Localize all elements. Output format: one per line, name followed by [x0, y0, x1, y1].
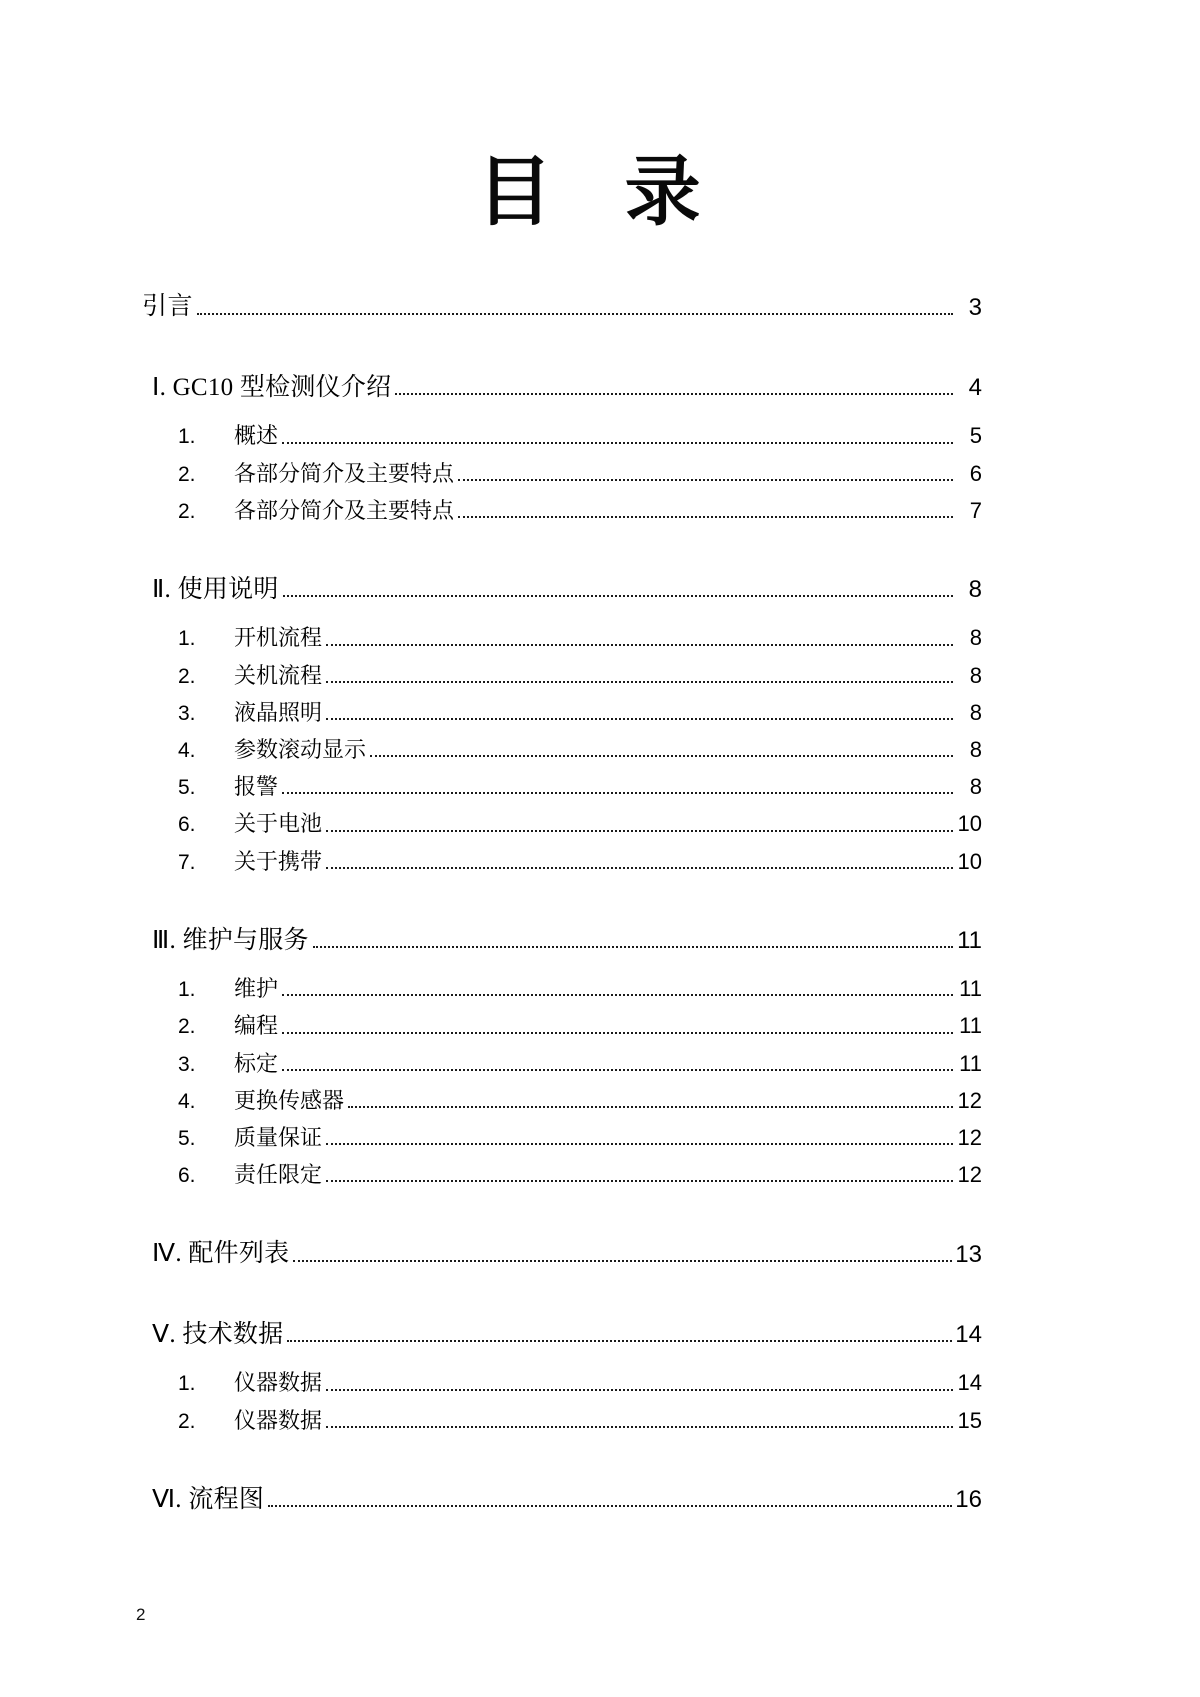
toc-spacer: [142, 1446, 982, 1486]
toc-entry-label: [178, 462, 454, 486]
toc-spacer: [142, 887, 982, 927]
toc-page-number: 11: [957, 926, 982, 954]
toc-entry-text: 仪器数据: [234, 1370, 323, 1396]
toc-page-number: 3: [968, 293, 982, 321]
toc-entry-number: 7.: [178, 850, 196, 874]
toc-entry-label: [178, 664, 322, 688]
toc-page-number: 12: [957, 1087, 982, 1113]
toc-leader-dots: [287, 1340, 952, 1342]
toc-entry-label: [152, 1240, 289, 1268]
toc-entry-number: Ⅱ.: [152, 575, 172, 603]
toc-entry-text: 关于电池: [234, 811, 323, 837]
toc-entry[interactable]: [142, 1089, 982, 1113]
toc-entry-label: [178, 775, 278, 799]
toc-entry-number: 4.: [178, 1089, 196, 1113]
toc-entry-text: 开机流程: [234, 625, 323, 651]
toc-entry-number: Ⅲ.: [152, 926, 176, 954]
toc-entry-text: 质量保证: [234, 1125, 323, 1151]
toc-entry-number: 2.: [178, 664, 196, 688]
toc-entry-text: 使用说明: [177, 575, 279, 603]
toc-page-number: 8: [969, 662, 982, 688]
toc-row-spacer: [142, 321, 982, 334]
toc-leader-dots: [282, 442, 953, 444]
toc-entry-number: 3.: [178, 701, 196, 725]
toc-entry-text: 关于携带: [234, 848, 323, 874]
page-title: 目 录: [476, 147, 724, 236]
toc-entry[interactable]: [142, 374, 982, 402]
toc-entry-number: 4.: [178, 739, 196, 763]
toc-entry-label: [152, 576, 279, 604]
toc-entry-text: 更换传感器: [234, 1087, 345, 1113]
toc-row-spacer: [142, 1433, 982, 1446]
toc-page-number: 14: [955, 1321, 982, 1348]
toc-spacer: [142, 536, 982, 576]
toc-entry-label: [152, 927, 309, 955]
toc-page-number: 8: [968, 576, 982, 604]
toc-entry-number: 1.: [178, 425, 196, 449]
toc-leader-dots: [326, 830, 953, 832]
toc-entry-label: [178, 738, 366, 762]
toc-entry-text: 仪器数据: [234, 1407, 323, 1433]
toc-entry-label: [178, 1163, 322, 1187]
toc-leader-dots: [326, 1180, 953, 1182]
toc-entry-text: 报警: [234, 774, 279, 800]
toc-row-spacer: [142, 1268, 982, 1281]
toc-entry-number: 5.: [178, 1127, 196, 1151]
toc-entry[interactable]: [142, 664, 982, 688]
toc-page-number: 13: [955, 1240, 982, 1268]
toc-page-number: 12: [957, 1162, 982, 1188]
toc-entry[interactable]: [142, 499, 982, 523]
toc-entry[interactable]: [142, 927, 982, 955]
toc-leader-dots: [458, 516, 953, 518]
toc-entry-number: 2.: [178, 499, 196, 523]
toc-leader-dots: [293, 1260, 952, 1262]
toc-page-number: 11: [959, 1013, 982, 1039]
toc-leader-dots: [370, 755, 953, 757]
toc-entry[interactable]: [142, 1371, 982, 1395]
toc-entry-number: 2.: [178, 1015, 196, 1039]
toc-entry-label: [152, 1321, 283, 1349]
toc-entry[interactable]: [142, 977, 982, 1001]
toc-entry-number: 6.: [178, 813, 196, 837]
toc-entry-text: 维护与服务: [182, 926, 309, 954]
toc-page-number: 15: [957, 1407, 982, 1433]
toc-row-spacer: [142, 523, 982, 536]
toc-entry-number: Ⅴ.: [152, 1320, 176, 1348]
toc-entry-text: 引言: [142, 293, 194, 321]
toc-page-number: 11: [959, 976, 982, 1002]
toc-entry[interactable]: [142, 738, 982, 762]
toc-page-number: 8: [969, 699, 982, 725]
toc-entry[interactable]: [142, 1126, 982, 1150]
toc-entry[interactable]: [142, 424, 982, 448]
toc-page-number: 14: [957, 1370, 982, 1396]
toc-entry-number: 6.: [178, 1164, 196, 1188]
toc-entry-text: 配件列表: [188, 1240, 290, 1268]
toc-entry[interactable]: [142, 1321, 982, 1349]
toc-row-spacer: [142, 401, 982, 414]
toc-page-number: 7: [969, 497, 982, 523]
toc-leader-dots: [326, 644, 953, 646]
toc-entry[interactable]: [142, 812, 982, 836]
toc-entry[interactable]: [142, 1163, 982, 1187]
toc-spacer: [142, 334, 982, 374]
toc-entry[interactable]: [142, 1240, 982, 1268]
toc-entry-label: [178, 626, 322, 650]
toc-entry-label: [178, 1409, 322, 1433]
toc-entry-number: 2.: [178, 1409, 196, 1433]
toc-entry-text: GC10 型检测仪介绍: [172, 373, 392, 401]
toc-entry-text: 各部分简介及主要特点: [234, 497, 455, 523]
toc-leader-dots: [326, 1389, 953, 1391]
toc-entry-label: [178, 1371, 322, 1395]
toc-entry-number: 3.: [178, 1052, 196, 1076]
toc-row-spacer: [142, 1348, 982, 1361]
toc-entry-number: 2.: [178, 462, 196, 486]
toc-entry-text: 参数滚动显示: [234, 737, 367, 763]
toc-entry-label: [152, 374, 391, 402]
toc-entry-text: 关机流程: [234, 662, 323, 688]
toc-page-number: 10: [957, 848, 982, 874]
toc-leader-dots: [282, 1032, 953, 1034]
toc-entry[interactable]: [142, 1052, 982, 1076]
toc-entry-number: 1.: [178, 627, 196, 651]
toc-leader-dots: [313, 946, 953, 948]
toc-page-number: 8: [969, 737, 982, 763]
toc-entry[interactable]: [142, 293, 982, 321]
toc-entry-label: [178, 1014, 278, 1038]
toc-row-spacer: [142, 1187, 982, 1200]
toc-row-spacer: [142, 954, 982, 967]
toc-entry-text: 液晶照明: [234, 699, 323, 725]
toc-entry-text: 流程图: [188, 1485, 265, 1513]
toc-entry-number: Ⅵ.: [152, 1485, 182, 1513]
toc-list: [142, 293, 982, 1526]
toc-entry[interactable]: [142, 775, 982, 799]
toc-row-spacer: [142, 1513, 982, 1526]
toc-leader-dots: [326, 1426, 953, 1428]
toc-entry-label: [178, 1052, 278, 1076]
toc-spacer: [142, 1200, 982, 1240]
toc-entry-number: 1.: [178, 978, 196, 1002]
toc-page-number: 6: [969, 460, 982, 486]
toc-leader-dots: [395, 393, 953, 395]
toc-entry-label: [142, 293, 193, 321]
toc-leader-dots: [282, 792, 953, 794]
toc-leader-dots: [326, 681, 953, 683]
toc-page-number: 11: [959, 1050, 982, 1076]
toc-page-number: 5: [969, 423, 982, 449]
toc-entry[interactable]: [142, 850, 982, 874]
toc-leader-dots: [348, 1106, 953, 1108]
toc-page-number: 16: [955, 1485, 982, 1513]
toc-entry-number: Ⅳ.: [152, 1240, 182, 1268]
toc-entry-label: [178, 424, 278, 448]
footer-page-number: 2: [136, 1605, 146, 1624]
toc-entry-text: 责任限定: [234, 1162, 323, 1188]
toc-page-number: 4: [968, 374, 982, 401]
toc-spacer: [142, 1281, 982, 1321]
toc-entry-text: 编程: [234, 1013, 279, 1039]
toc-entry-text: 各部分简介及主要特点: [234, 460, 455, 486]
toc-entry[interactable]: [142, 576, 982, 604]
toc-leader-dots: [326, 867, 953, 869]
toc-entry[interactable]: [142, 1014, 982, 1038]
toc-row-spacer: [142, 603, 982, 616]
toc-page-number: 10: [957, 811, 982, 837]
toc-entry-number: Ⅰ.: [152, 373, 167, 401]
toc-entry-label: [178, 812, 322, 836]
toc-leader-dots: [282, 1069, 953, 1071]
toc-entry-label: [178, 499, 454, 523]
toc-page-number: 12: [957, 1125, 982, 1151]
toc-entry[interactable]: [142, 462, 982, 486]
toc-leader-dots: [268, 1505, 952, 1507]
toc-leader-dots: [282, 994, 953, 996]
toc-entry-text: 概述: [234, 423, 279, 449]
toc-leader-dots: [197, 313, 953, 315]
toc-entry-label: [178, 1089, 344, 1113]
toc-entry[interactable]: [142, 1409, 982, 1433]
toc-leader-dots: [326, 718, 953, 720]
toc-entry-label: [178, 701, 322, 725]
toc-leader-dots: [283, 595, 953, 597]
toc-entry[interactable]: [142, 1486, 982, 1514]
toc-entry-text: 技术数据: [182, 1320, 284, 1348]
toc-entry-label: [178, 1126, 322, 1150]
toc-leader-dots: [458, 479, 953, 481]
toc-page-number: 8: [969, 774, 982, 800]
toc-entry[interactable]: [142, 626, 982, 650]
toc-row-spacer: [142, 874, 982, 887]
toc-leader-dots: [326, 1143, 953, 1145]
toc-entry-number: 5.: [178, 776, 196, 800]
toc-entry[interactable]: [142, 701, 982, 725]
toc-entry-text: 标定: [234, 1050, 279, 1076]
toc-page-number: 8: [969, 625, 982, 651]
toc-entry-label: [178, 977, 278, 1001]
toc-entry-number: 1.: [178, 1372, 196, 1396]
toc-entry-label: [152, 1486, 264, 1514]
toc-entry-text: 维护: [234, 976, 279, 1002]
toc-entry-label: [178, 850, 322, 874]
